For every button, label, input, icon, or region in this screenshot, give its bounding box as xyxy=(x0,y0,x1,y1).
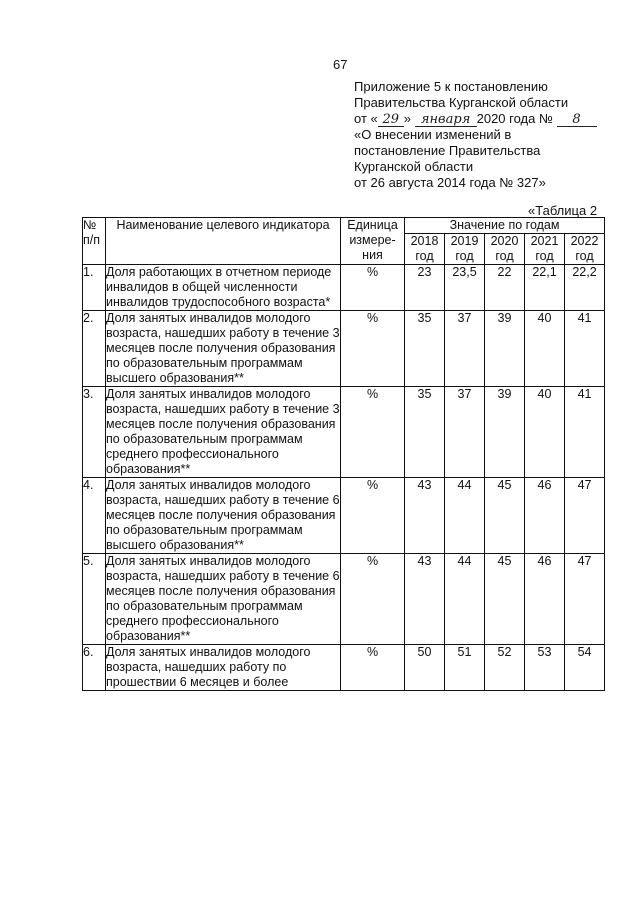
row-number: 2. xyxy=(83,311,106,387)
row-number: 3. xyxy=(83,387,106,478)
indicator-name: Доля занятых инвалидов молодого возраста, нашедших работу в течение 6 месяцев после получения образования по образовательным программам среднего профессионального образования** xyxy=(106,554,340,643)
unit-cell: % xyxy=(341,311,405,387)
value-cell: 37 xyxy=(445,387,485,478)
value-cell: 39 xyxy=(485,311,525,387)
header-line-6: Курганской области xyxy=(354,159,474,174)
value-cell: 40 xyxy=(525,387,565,478)
header-line-5: постановление Правительства xyxy=(354,143,541,158)
indicators-table xyxy=(82,217,605,691)
handwritten-day: 29 xyxy=(378,113,404,127)
column-header-unit: Единица измере-ния xyxy=(341,218,405,265)
value-cell: 35 xyxy=(405,387,445,478)
value-cell: 35 xyxy=(405,311,445,387)
value-cell: 39 xyxy=(485,387,525,478)
indicator-name: Доля занятых инвалидов молодого возраста, нашедших работу в течение 3 месяцев после получения образования по образовательным программам высшего образования** xyxy=(106,311,340,385)
table-row xyxy=(83,478,605,554)
column-header-number: № п/п xyxy=(83,218,106,265)
table-row xyxy=(83,387,605,478)
row-number: 5. xyxy=(83,554,106,645)
value-cell: 37 xyxy=(445,311,485,387)
year-header: 2021 год xyxy=(525,234,565,265)
year-header: 2018 год xyxy=(405,234,445,265)
value-cell: 43 xyxy=(405,478,445,554)
value-cell: 40 xyxy=(525,311,565,387)
header-line-7: от 26 августа 2014 года № 327» xyxy=(354,175,546,190)
row-number: 6. xyxy=(83,645,106,691)
unit-cell: % xyxy=(341,645,405,691)
value-cell: 46 xyxy=(525,554,565,645)
value-cell: 22 xyxy=(485,265,525,311)
indicator-name: Доля занятых инвалидов молодого возраста, нашедших работу по прошествии 6 месяцев и более xyxy=(106,645,341,691)
value-cell: 47 xyxy=(565,478,605,554)
handwritten-month: января xyxy=(415,113,477,127)
value-cell: 44 xyxy=(445,478,485,554)
value-cell: 23 xyxy=(405,265,445,311)
value-cell: 52 xyxy=(485,645,525,691)
table-row xyxy=(83,265,605,311)
value-cell: 43 xyxy=(405,554,445,645)
value-cell: 45 xyxy=(485,554,525,645)
header-line-1: Приложение 5 к постановлению xyxy=(354,79,548,94)
value-cell: 54 xyxy=(565,645,605,691)
table-row xyxy=(83,645,605,691)
year-text: 2020 года № xyxy=(476,111,553,126)
from-prefix: от « xyxy=(354,111,378,126)
header-line-3 xyxy=(354,111,624,127)
page-number: 67 xyxy=(333,57,348,72)
indicator-name: Доля занятых инвалидов молодого возраста, нашедших работу в течение 6 месяцев после получения образования по образовательным программам высшего образования** xyxy=(106,478,340,552)
value-cell: 47 xyxy=(565,554,605,645)
indicator-name: Доля занятых инвалидов молодого возраста, нашедших работу в течение 3 месяцев после получения образования по образовательным программам среднего профессионального образования** xyxy=(106,387,340,476)
value-cell: 45 xyxy=(485,478,525,554)
handwritten-number: 8 xyxy=(557,113,597,127)
column-header-values-by-year: Значение по годам xyxy=(405,218,605,234)
unit-cell: % xyxy=(341,554,405,645)
row-number: 1. xyxy=(83,265,106,311)
unit-cell: % xyxy=(341,265,405,311)
value-cell: 46 xyxy=(525,478,565,554)
unit-cell: % xyxy=(341,387,405,478)
value-cell: 41 xyxy=(565,311,605,387)
value-cell: 22,2 xyxy=(565,265,605,311)
indicator-name: Доля работающих в отчетном периоде инвалидов в общей численности инвалидов трудоспособного возраста* xyxy=(106,265,341,311)
header-line-4: «О внесении изменений в xyxy=(354,127,512,142)
value-cell: 44 xyxy=(445,554,485,645)
table-row xyxy=(83,554,605,645)
day-close-quote: » xyxy=(403,111,411,126)
value-cell: 41 xyxy=(565,387,605,478)
year-header: 2022 год xyxy=(565,234,605,265)
year-header: 2019 год xyxy=(445,234,485,265)
row-number: 4. xyxy=(83,478,106,554)
header-line-2: Правительства Курганской области xyxy=(354,95,569,110)
unit-cell: % xyxy=(341,478,405,554)
value-cell: 51 xyxy=(445,645,485,691)
table-row xyxy=(83,311,605,387)
value-cell: 50 xyxy=(405,645,445,691)
value-cell: 23,5 xyxy=(445,265,485,311)
value-cell: 53 xyxy=(525,645,565,691)
appendix-header xyxy=(354,79,624,191)
table-caption: «Таблица 2 xyxy=(528,203,598,218)
column-header-name: Наименование целевого индикатора xyxy=(106,218,341,265)
year-header: 2020 год xyxy=(485,234,525,265)
value-cell: 22,1 xyxy=(525,265,565,311)
